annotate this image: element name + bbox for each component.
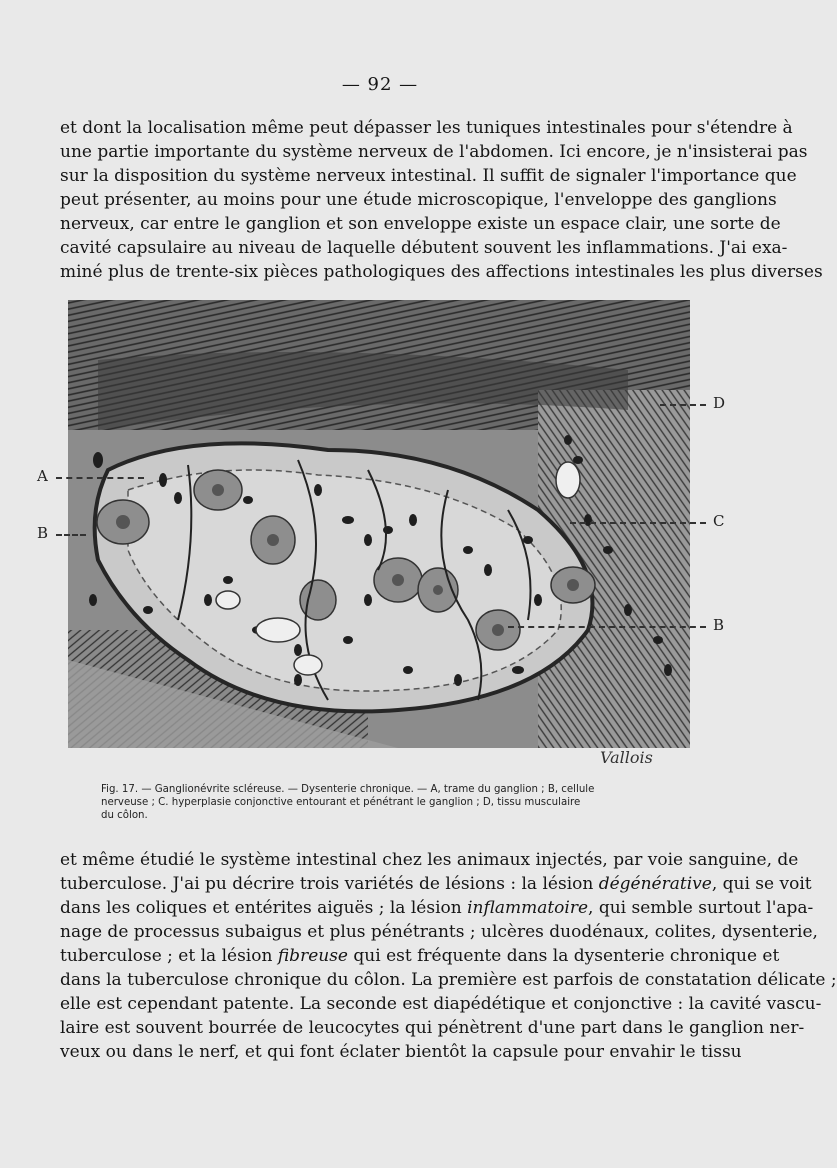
artist-signature: Vallois [600, 748, 653, 767]
text-line: dans la tuberculose chronique du côlon. La première est parfois de constatation délicate ; [60, 970, 837, 990]
text-line: nerveux, car entre le ganglion et son enveloppe existe un espace clair, une sorte de [60, 214, 781, 234]
text-line: tuberculose. J'ai pu décrire trois variétés de lésions : la lésion dégénérative, qui se voit [60, 874, 812, 894]
caption-line: nerveuse ; C. hyperplasie conjonctive entourant et pénétrant le ganglion ; D, tissu musculaire [101, 797, 581, 808]
text-line: veux ou dans le nerf, et qui font éclater bientôt la capsule pour envahir le tissu [60, 1042, 742, 1062]
histology-figure [68, 300, 690, 748]
label-d: D [713, 394, 726, 412]
leader-b-left [56, 534, 86, 536]
leader-d [660, 404, 706, 406]
caption-line: du côlon. [101, 810, 148, 821]
text-line: miné plus de trente-six pièces pathologiques des affections intestinales les plus diverses [60, 262, 823, 282]
label-b-right: B [713, 616, 725, 634]
bottom-paragraph [60, 848, 837, 1064]
leader-c [570, 522, 706, 524]
emphasis-inflammatoire: inflammatoire [467, 898, 589, 918]
text-line: et même étudié le système intestinal chez les animaux injectés, par voie sanguine, de [60, 850, 799, 870]
text-line: nage de processus subaigus et plus pénétrants ; ulcères duodénaux, colites, dysenterie, [60, 922, 818, 942]
label-b-left: B [37, 524, 49, 542]
caption-line: Fig. 17. — Ganglionévrite scléreuse. — Dysenterie chronique. — A, trame du ganglion ; B, cellule [101, 784, 595, 795]
text-line: elle est cependant patente. La seconde est diapédétique et conjonctive : la cavité vascu- [60, 994, 822, 1014]
text-line: cavité capsulaire au niveau de laquelle débutent souvent les inflammations. J'ai exa- [60, 238, 788, 258]
histology-illustration [68, 300, 690, 748]
page-number: — 92 — [341, 74, 419, 95]
figure-caption [101, 783, 681, 822]
leader-b-right [508, 626, 706, 628]
emphasis-degenerative: dégénérative [598, 874, 712, 894]
text-line: laire est souvent bourrée de leucocytes qui pénètrent d'une part dans le ganglion ner- [60, 1018, 805, 1038]
text-line: dans les coliques et entérites aiguës ; la lésion inflammatoire, qui semble surtout l'apa- [60, 898, 814, 918]
text-line: tuberculose ; et la lésion fibreuse qui est fréquente dans la dysenterie chronique et [60, 946, 780, 966]
text-line: sur la disposition du système nerveux intestinal. Il suffit de signaler l'importance que [60, 166, 797, 186]
label-c: C [713, 512, 725, 530]
text-line: peut présenter, au moins pour une étude microscopique, l'enveloppe des ganglions [60, 190, 777, 210]
leader-a [56, 477, 144, 479]
text-line: et dont la localisation même peut dépasser les tuniques intestinales pour s'étendre à [60, 118, 793, 138]
emphasis-fibreuse: fibreuse [277, 946, 348, 966]
label-a: A [37, 467, 48, 485]
text-line: une partie importante du système nerveux de l'abdomen. Ici encore, je n'insisterai pas [60, 142, 808, 162]
top-paragraph [60, 116, 823, 284]
